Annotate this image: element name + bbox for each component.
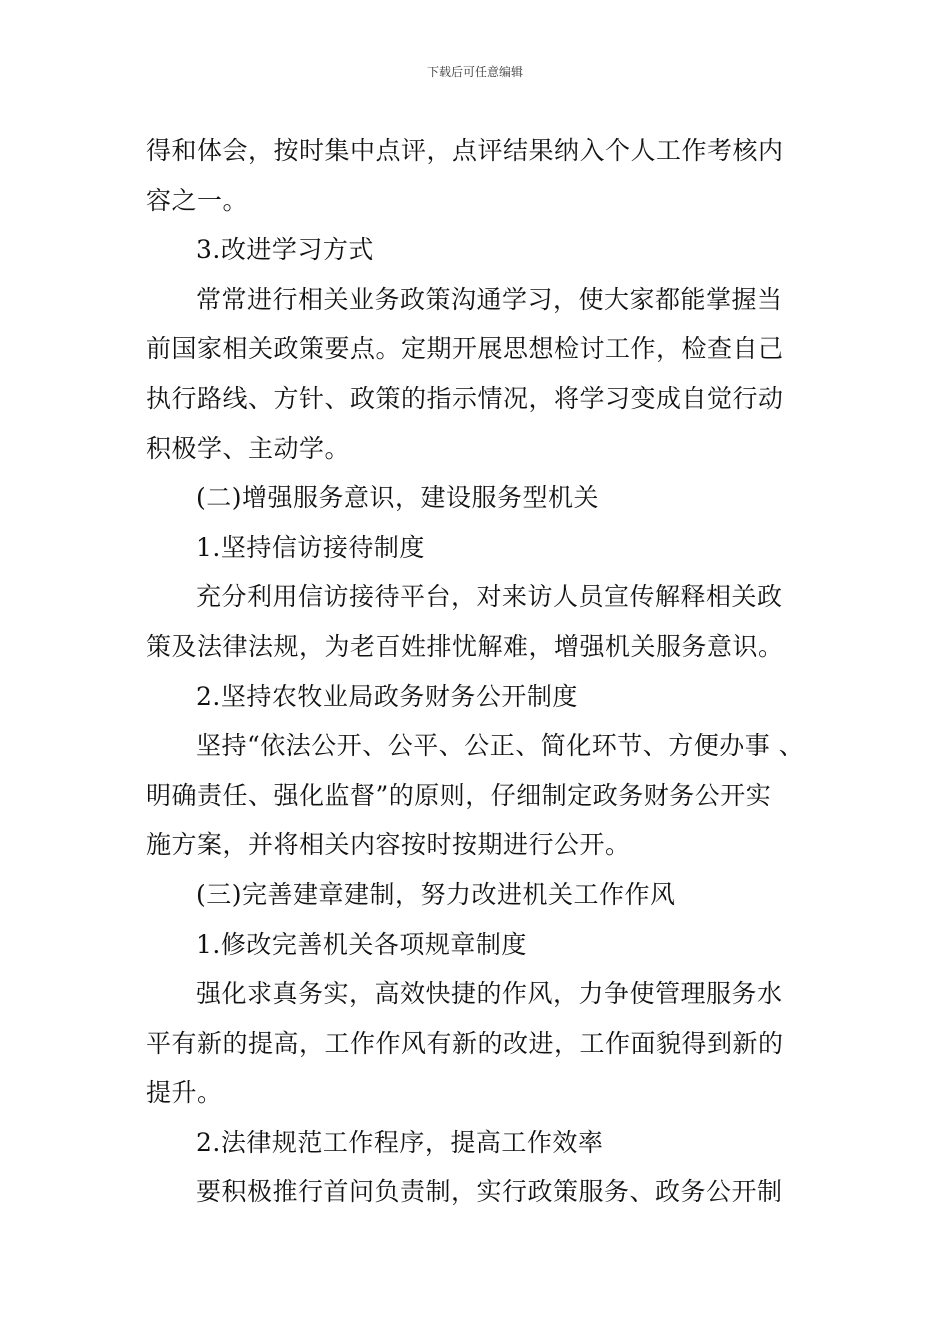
text-line: 施方案，并将相关内容按时按期进行公开。 — [146, 830, 631, 860]
text-line: 1.坚持信访接待制度 — [196, 532, 425, 562]
text-line: (三)完善建章建制，努力改进机关工作作风 — [196, 879, 676, 909]
text-line: 得和体会，按时集中点评，点评结果纳入个人工作考核内 — [146, 136, 784, 165]
text-line: 前国家相关政策要点。定期开展思想检讨工作，检查自己 — [146, 334, 784, 364]
text-line: 常常进行相关业务政策沟通学习，使大家都能掌握当 — [196, 284, 783, 314]
page-header: 下载后可任意编辑 — [426, 65, 523, 79]
text-line: (二)增强服务意识，建设服务型机关 — [196, 483, 600, 513]
document-body — [146, 126, 816, 1217]
text-line: 积极学、主动学。 — [146, 433, 351, 463]
text-line: 2.法律规范工作程序，提高工作效率 — [196, 1127, 604, 1157]
text-line: 强化求真务实，高效快捷的作风，力争使管理服务水 — [196, 979, 783, 1009]
text-line: 容之一。 — [146, 185, 249, 215]
text-line: 执行路线、方针、政策的指示情况，将学习变成自觉行动 — [146, 383, 784, 413]
text-line: 坚持“依法公开、公平、公正、简化环节、方便办事 、 — [196, 731, 805, 761]
text-line: 要积极推行首问负责制，实行政策服务、政务公开制 — [196, 1177, 783, 1207]
text-line: 策及法律法规，为老百姓排忧解难，增强机关服务意识。 — [146, 631, 784, 661]
text-line: 充分利用信访接待平台，对来访人员宣传解释相关政 — [196, 582, 783, 612]
text-line: 2.坚持农牧业局政务财务公开制度 — [196, 681, 578, 711]
text-line: 3.改进学习方式 — [196, 235, 374, 265]
text-line: 平有新的提高，工作作风有新的改进，工作面貌得到新的 — [146, 1028, 784, 1058]
text-line: 提升。 — [146, 1078, 223, 1108]
text-line: 明确责任、强化监督”的原则，仔细制定政务财务公开实 — [146, 780, 772, 810]
text-line: 1.修改完善机关各项规章制度 — [196, 929, 527, 959]
